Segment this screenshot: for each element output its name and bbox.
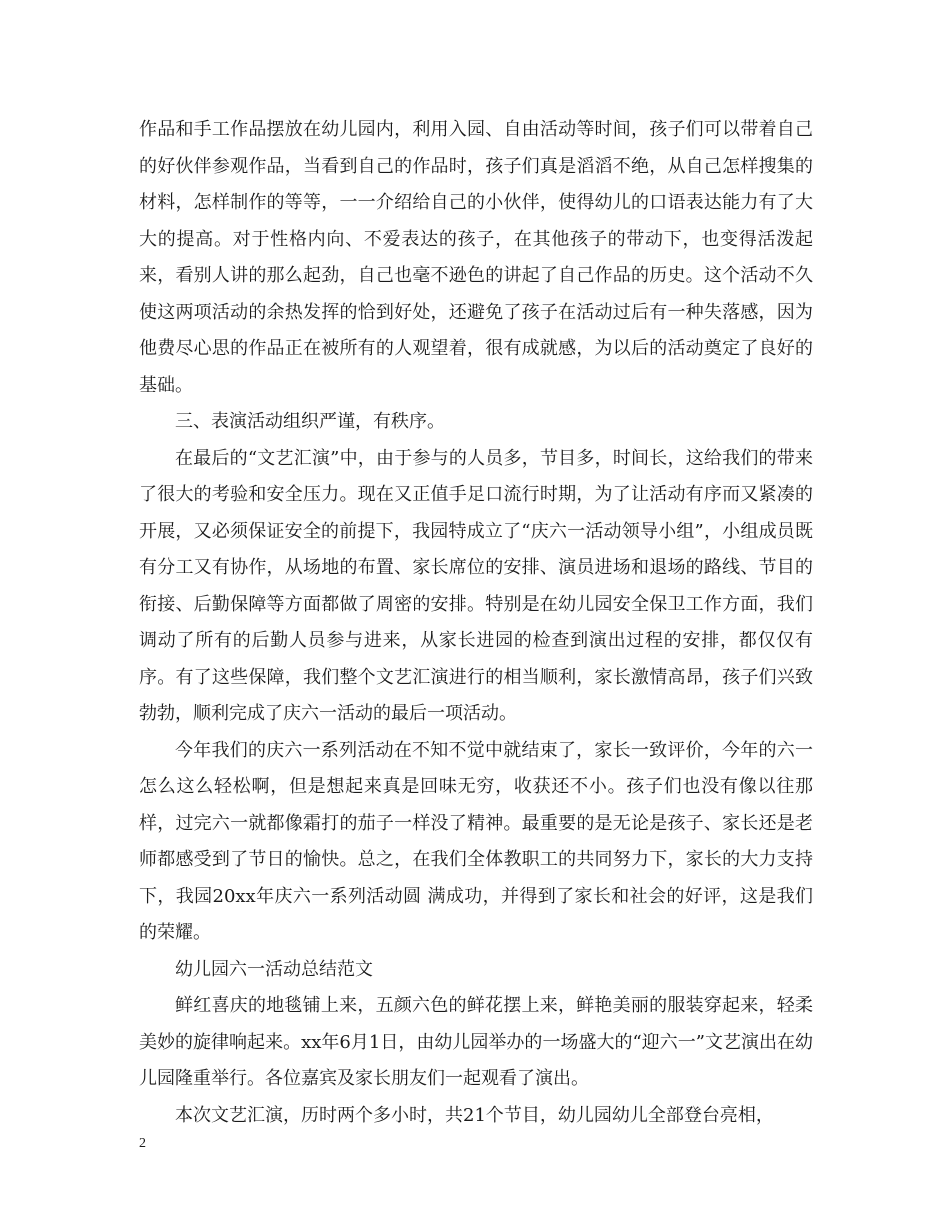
body-paragraph-3: 今年我们的庆六一系列活动在不知不觉中就结束了，家长一致评价，今年的六一怎么这么轻松啊，但是想起来真是回味无穷，收获还不小。孩子们也没有像以往那样，过完六一就都像霜打的茄子一样没了精神。最重要的是无论是孩子、家长还是老师都感受到了节日的愉快。总之，在我们全体教职工的共同努力下，家长的大力支持下，我园20xx年庆六一系列活动圆 满成功，并得到了家长和社会的好评，这是我们的荣耀。 — [139, 739, 813, 943]
page-number: 2 — [139, 1136, 146, 1151]
body-paragraph-2: 在最后的“文艺汇演”中，由于参与的人员多，节目多，时间长，这给我们的带来了很大的考验和安全压力。现在又正值手足口流行时期，为了让活动有序而又紧凑的开展，又必须保证安全的前提下，我园特成立了“庆六一活动领导小组”，小组成员既有分工又有协作，从场地的布置、家长席位的安排、演员进场和退场的路线、节目的衔接、后勤保障等方面都做了周密的安排。特别是在幼儿园安全保卫工作方面，我们调动了所有的后勤人员参与进来，从家长进园的检查到演出过程的安排，都仅仅有序。有了这些保障，我们整个文艺汇演进行的相当顺利，家长激情高昂，孩子们兴致勃勃，顺利完成了庆六一活动的最后一项活动。 — [139, 447, 813, 724]
body-paragraph-1: 作品和手工作品摆放在幼儿园内，利用入园、自由活动等时间，孩子们可以带着自己的好伙伴参观作品，当看到自己的作品时，孩子们真是滔滔不绝，从自己怎样搜集的材料，怎样制作的等等，一一介绍给自己的小伙伴，使得幼儿的口语表达能力有了大大的提高。对于性格内向、不爱表达的孩子，在其他孩子的带动下，也变得活泼起来，看别人讲的那么起劲，自己也毫不逊色的讲起了自己作品的历史。这个活动不久使这两项活动的余热发挥的恰到好处，还避免了孩子在活动过后有一种失落感，因为他费尽心思的作品正在被所有的人观望着，很有成就感，为以后的活动奠定了良好的基础。 — [139, 119, 813, 396]
article-title: 幼儿园六一活动总结范文 — [175, 958, 373, 980]
section-heading-3: 三、表演活动组织严谨，有秩序。 — [175, 411, 445, 432]
document-page — [139, 112, 813, 1134]
body-paragraph-4: 鲜红喜庆的地毯铺上来，五颜六色的鲜花摆上来，鲜艳美丽的服装穿起来，轻柔美妙的旋律响起来。xx年6月1日，由幼儿园举办的一场盛大的“迎六一”文艺演出在幼儿园隆重举行。各位嘉宾及家长朋友们一起观看了演出。 — [139, 995, 813, 1089]
body-paragraph-5: 本次文艺汇演，历时两个多小时，共21个节目，幼儿园幼儿全部登台亮相， — [175, 1104, 774, 1126]
